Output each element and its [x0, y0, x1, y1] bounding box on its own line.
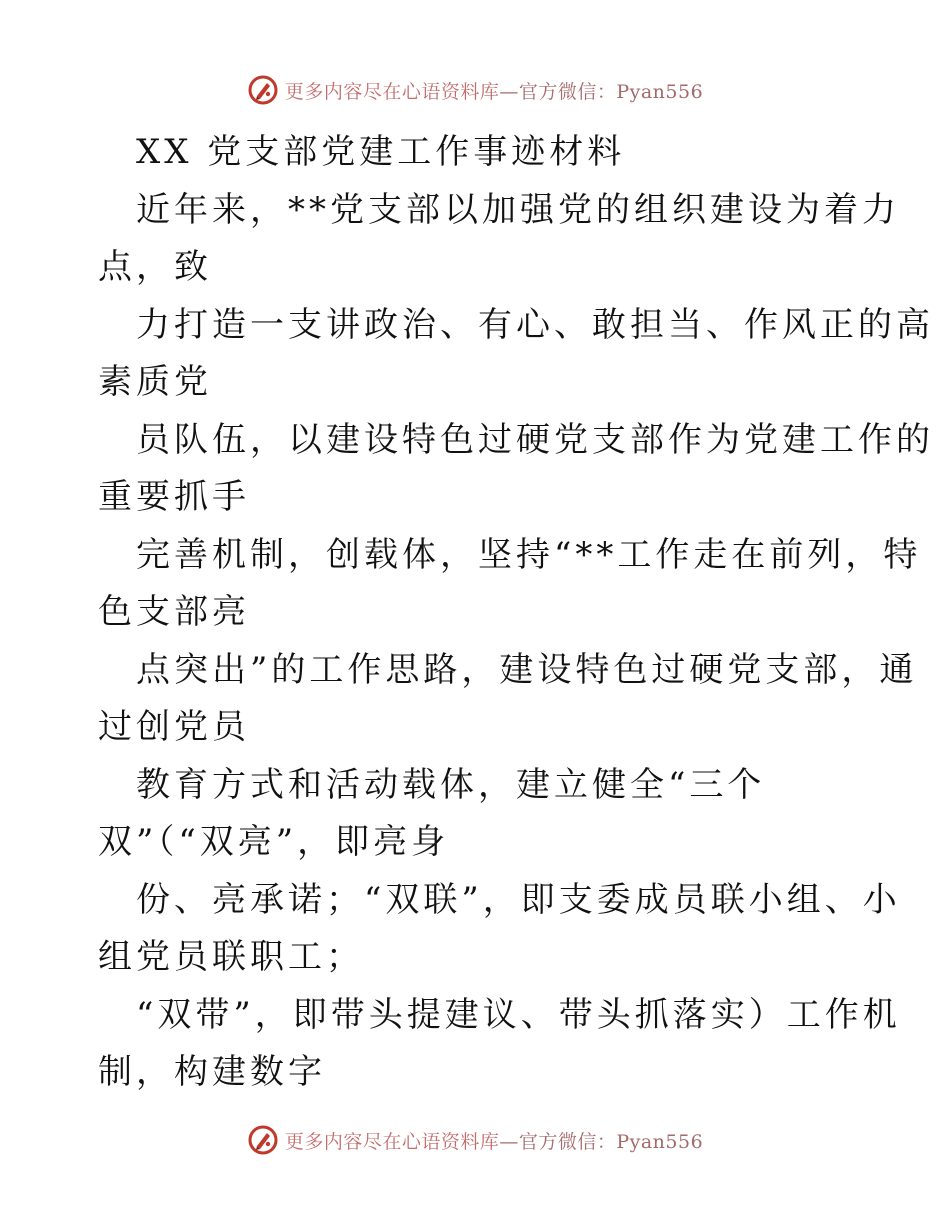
header-banner-text — [285, 77, 703, 104]
paragraph-line: “双带”，即带头提建议、带头抓落实）工作机 — [136, 994, 901, 1035]
footer-banner-main: 更多内容尽在心语资料库 — [284, 1130, 500, 1153]
document-title: XX 党支部党建工作事迹材料 — [136, 132, 626, 172]
footer-banner-text — [285, 1127, 703, 1154]
pen-logo-icon — [247, 1124, 279, 1156]
header-banner-wechat: —官方微信：Pyan556 — [499, 80, 704, 103]
pen-logo-icon — [247, 74, 279, 106]
paragraph-line: 点，致 — [98, 247, 212, 287]
footer-banner-content — [247, 1124, 703, 1156]
paragraph-line: 组党员联职工； — [98, 937, 364, 977]
document-body — [98, 124, 934, 1102]
paragraph-line: 重要抓手 — [98, 477, 250, 517]
header-banner — [0, 70, 950, 110]
paragraph-line: 份、亮承诺；“双联”，即支委成员联小组、小 — [136, 879, 901, 920]
paragraph-line: 制，构建数字 — [98, 1052, 326, 1092]
footer-banner — [0, 1120, 950, 1160]
paragraph-line: 力打造一支讲政治、有心、敢担当、作风正的高 — [136, 304, 934, 345]
footer-banner-wechat: —官方微信：Pyan556 — [499, 1130, 704, 1153]
header-banner-main: 更多内容尽在心语资料库 — [284, 80, 500, 103]
paragraph-line: 点突出”的工作思路，建设特色过硬党支部，通 — [136, 649, 918, 690]
paragraph-line: 双”（“双亮”，即亮身 — [98, 822, 450, 862]
paragraph-line: 教育方式和活动载体，建立健全“三个 — [136, 764, 766, 805]
paragraph-line: 近年来，**党支部以加强党的组织建设为着力 — [136, 189, 900, 230]
paragraph-line: 员队伍，以建设特色过硬党支部作为党建工作的 — [136, 419, 934, 460]
paragraph-line: 过创党员 — [98, 707, 250, 747]
paragraph-line: 素质党 — [98, 362, 212, 402]
paragraph-line: 色支部亮 — [98, 592, 250, 632]
header-banner-content — [247, 74, 703, 106]
paragraph-line: 完善机制，创载体，坚持“**工作走在前列，特 — [136, 534, 922, 575]
